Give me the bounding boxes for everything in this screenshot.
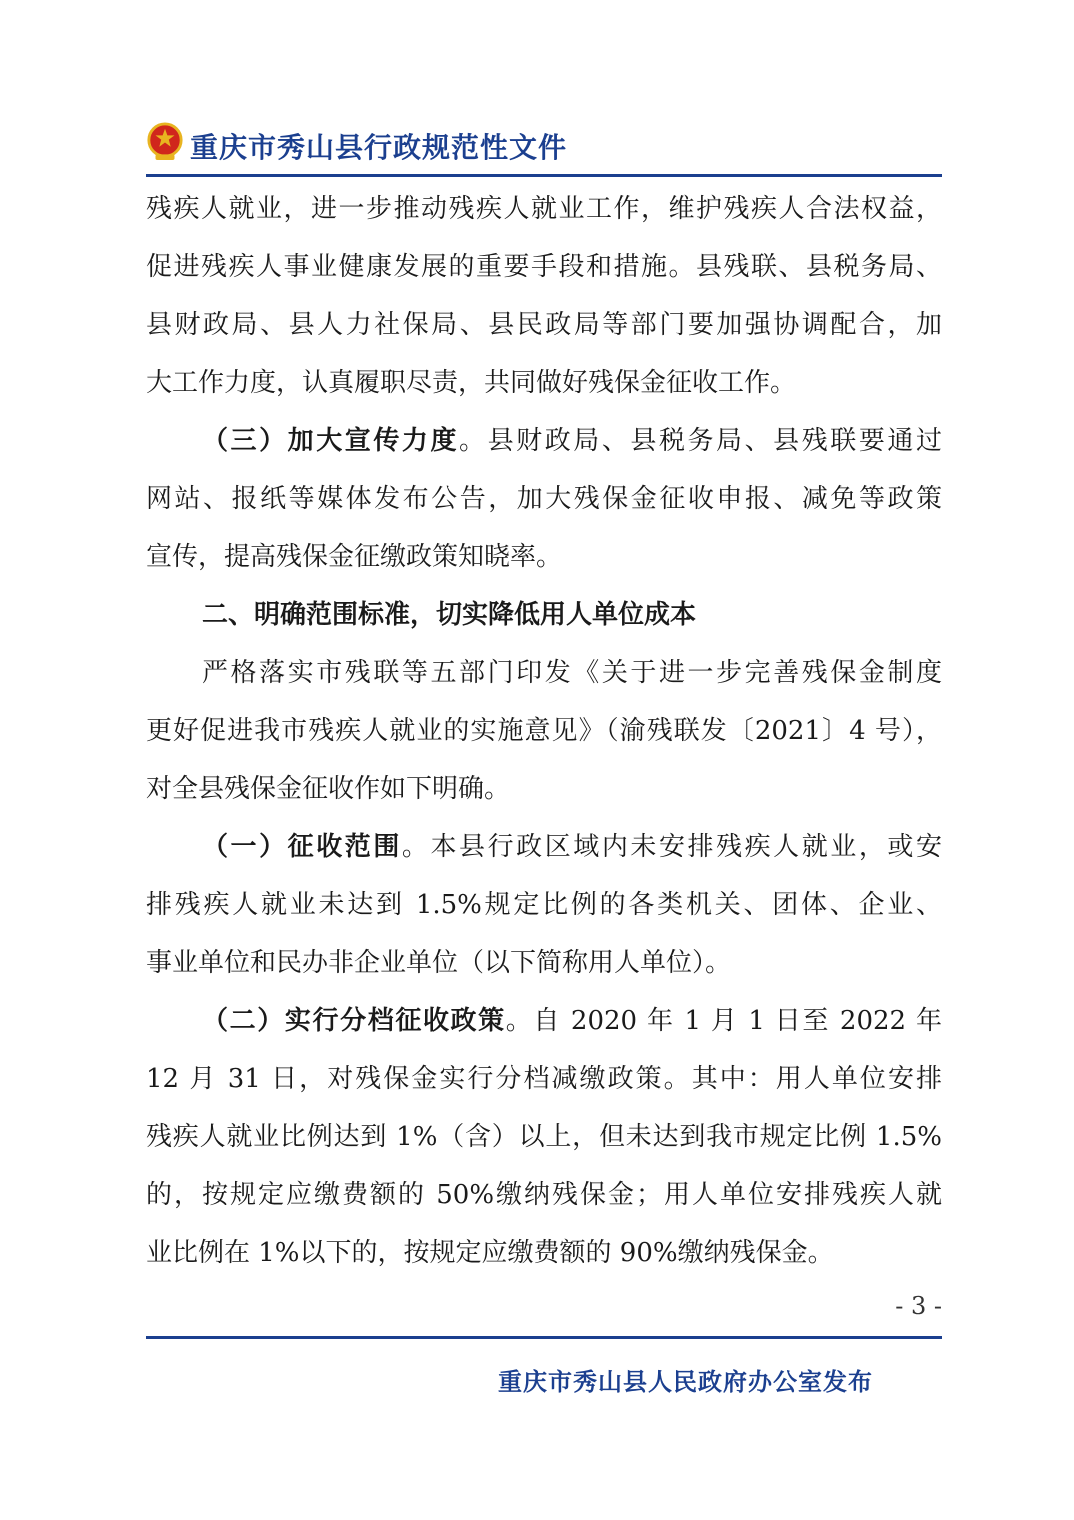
paragraph-line: 排残疾人就业未达到 1.5%规定比例的各类机关、团体、企业、 <box>146 890 942 920</box>
page-number: - 3 - <box>895 1292 942 1320</box>
paragraph-line: 残疾人就业比例达到 1%（含）以上，但未达到我市规定比例 1.5% <box>146 1122 942 1152</box>
footer-divider <box>146 1336 942 1339</box>
document-body <box>146 180 942 1282</box>
paragraph-line: 事业单位和民办非企业单位（以下简称用人单位）。 <box>146 948 732 978</box>
header-title: 重庆市秀山县行政规范性文件 <box>190 131 568 164</box>
paragraph-line: 大工作力度，认真履职尽责，共同做好残保金征收工作。 <box>146 368 797 398</box>
national-emblem-icon <box>146 122 184 162</box>
paragraph-line <box>146 818 942 876</box>
paragraph-line: 更好促进我市残疾人就业的实施意见》（渝残联发〔2021〕4 号）， <box>146 716 942 746</box>
section-lead: （一）征收范围 <box>202 832 402 862</box>
paragraph-line <box>146 992 942 1050</box>
paragraph-line: 对全县残保金征收作如下明确。 <box>146 774 511 804</box>
paragraph-line: 的，按规定应缴费额的 50%缴纳残保金；用人单位安排残疾人就 <box>146 1180 942 1210</box>
section-heading: 二、明确范围标准，切实降低用人单位成本 <box>202 600 697 630</box>
paragraph-text: 。县财政局、县税务局、县残联要通过 <box>459 426 942 456</box>
paragraph-line <box>146 412 942 470</box>
paragraph-line: 促进残疾人事业健康发展的重要手段和措施。县残联、县税务局、 <box>146 252 942 282</box>
paragraph-line: 宣传，提高残保金征缴政策知晓率。 <box>146 542 563 572</box>
header-divider <box>146 174 942 177</box>
paragraph-text: 。本县行政区域内未安排残疾人就业，或安 <box>401 832 942 862</box>
paragraph-line: 残疾人就业，进一步推动残疾人就业工作，维护残疾人合法权益， <box>146 194 942 224</box>
paragraph-line: 严格落实市残联等五部门印发《关于进一步完善残保金制度 <box>202 658 942 688</box>
section-lead: （三）加大宣传力度 <box>202 426 460 456</box>
paragraph-line: 网站、报纸等媒体发布公告，加大残保金征收申报、减免等政策 <box>146 484 942 514</box>
paragraph-line: 12 月 31 日，对残保金实行分档减缴政策。其中：用人单位安排 <box>146 1064 942 1094</box>
document-header <box>146 118 946 168</box>
paragraph-line: 县财政局、县人力社保局、县民政局等部门要加强协调配合，加 <box>146 310 942 340</box>
paragraph-line: 业比例在 1%以下的，按规定应缴费额的 90%缴纳残保金。 <box>146 1238 834 1268</box>
paragraph-text: 。自 2020 年 1 月 1 日至 2022 年 <box>505 1006 942 1036</box>
section-lead: （二）实行分档征收政策 <box>202 1006 506 1036</box>
footer-publisher: 重庆市秀山县人民政府办公室发布 <box>498 1368 873 1396</box>
